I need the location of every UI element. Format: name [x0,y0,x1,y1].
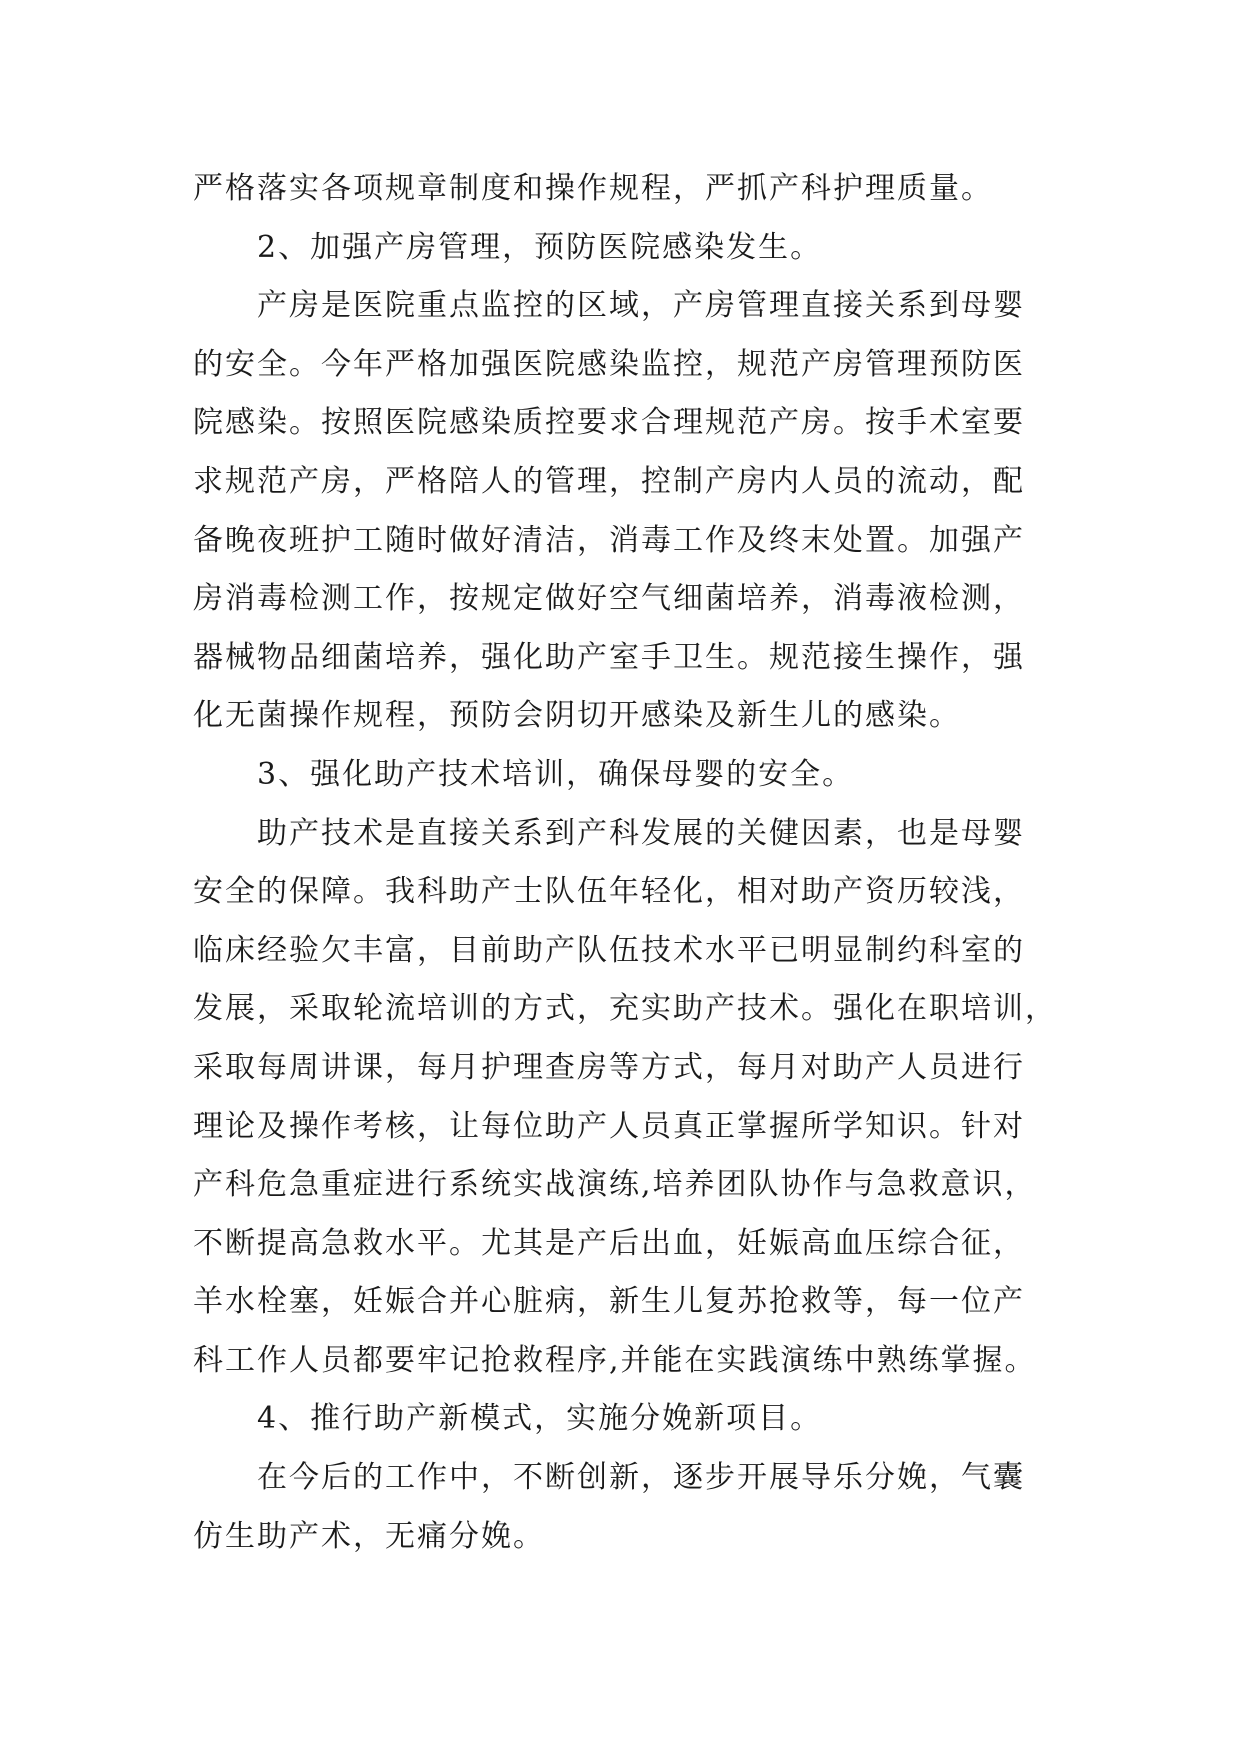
text-line: 理论及操作考核，让每位助产人员真正掌握所学知识。针对 [193,1108,1025,1144]
text-line: 安全的保障。我科助产士队伍年轻化，相对助产资历较浅， [193,874,1025,910]
text-line: 化无菌操作规程，预防会阴切开感染及新生儿的感染。 [193,698,961,734]
text-line: 在今后的工作中，不断创新，逐步开展导乐分娩，气囊 [257,1460,1025,1496]
text-line: 不断提高急救水平。尤其是产后出血，妊娠高血压综合征， [193,1225,1025,1261]
text-line: 器械物品细菌培养，强化助产室手卫生。规范接生操作，强 [193,639,1025,675]
text-line: 采取每周讲课，每月护理查房等方式，每月对助产人员进行 [193,1049,1025,1085]
text-line: 发展，采取轮流培训的方式，充实助产技术。强化在职培训， [193,991,1057,1027]
text-line: 仿生助产术，无痛分娩。 [193,1518,545,1554]
text-line: 2、加强产房管理，预防医院感染发生。 [257,229,823,265]
text-line: 4、推行助产新模式，实施分娩新项目。 [257,1401,823,1437]
text-line: 严格落实各项规章制度和操作规程，严抓产科护理质量。 [193,171,993,206]
text-line: 助产技术是直接关系到产科发展的关健因素，也是母婴 [257,815,1025,851]
text-line: 的安全。今年严格加强医院感染监控，规范产房管理预防医 [193,346,1025,382]
document-body [193,160,1063,1566]
text-line: 房消毒检测工作，按规定做好空气细菌培养，消毒液检测， [193,581,1025,617]
text-line: 产房是医院重点监控的区域，产房管理直接关系到母婴 [257,288,1025,324]
text-line: 备晚夜班护工随时做好清洁，消毒工作及终末处置。加强产 [193,522,1025,558]
text-line: 院感染。按照医院感染质控要求合理规范产房。按手术室要 [193,405,1025,441]
text-line: 产科危急重症进行系统实战演练,培养团队协作与急救意识， [193,1167,1037,1203]
text-line: 羊水栓塞，妊娠合并心脏病，新生儿复苏抢救等，每一位产 [193,1284,1025,1320]
text-line: 求规范产房，严格陪人的管理，控制产房内人员的流动，配 [193,463,1025,499]
text-line: 科工作人员都要牢记抢救程序,并能在实践演练中熟练掌握。 [193,1342,1037,1378]
text-line: 3、强化助产技术培训，确保母婴的安全。 [257,756,855,792]
text-line: 临床经验欠丰富，目前助产队伍技术水平已明显制约科室的 [193,932,1025,968]
